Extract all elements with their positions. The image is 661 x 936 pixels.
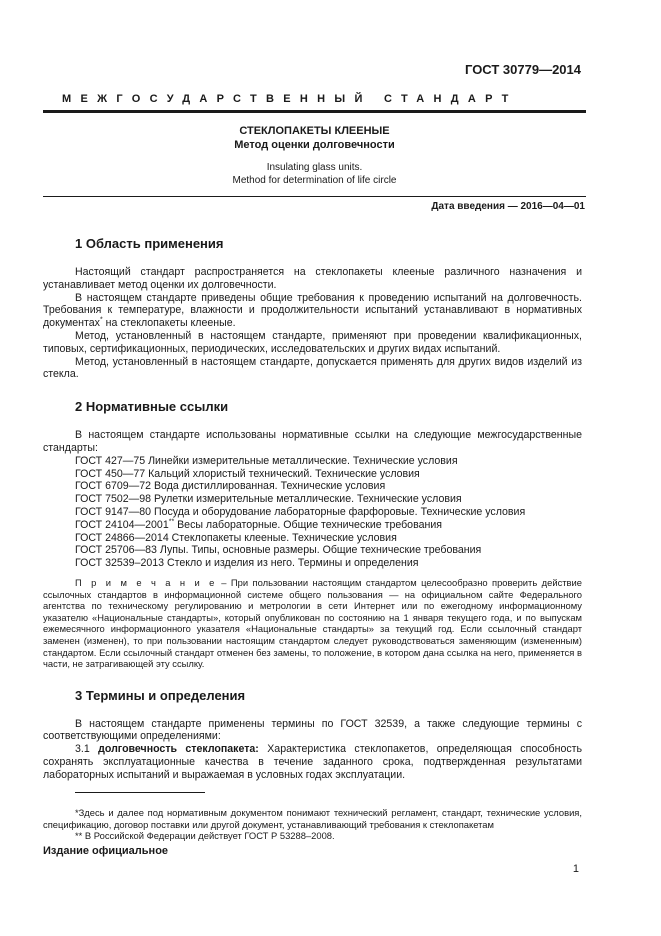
header-rule: [43, 110, 586, 113]
subtitle-russian: Метод оценки долговечности: [234, 139, 395, 151]
reference-item: ГОСТ 6709—72 Вода дистиллированная. Технические условия: [75, 480, 386, 493]
term-text: Характеристика стеклопакетов, определяющая способность сохранять эксплуатационные качества в течение заданного срока, подтвержденная результатами лабораторных испытаний и выражаемая в условных годах эксплуатации.: [43, 743, 582, 781]
section-scope: [43, 236, 582, 381]
section-normative-references: [43, 399, 582, 670]
section-terms: [43, 688, 582, 782]
footnote-mark: **: [168, 518, 175, 526]
paragraph: Метод, установленный в настоящем стандарте, допускается применять для других видов изделий из стекла.: [43, 355, 582, 381]
paragraph: В настоящем стандарте использованы нормативные ссылки на следующие межгосударственные стандарты:: [43, 429, 582, 454]
title-english-line2: Method for determination of life circle: [232, 175, 397, 186]
note-text: – При пользовании настоящим стандартом целесообразно проверить действие ссылочных стандартов в информационной системе общего пользования — на официальном сайте Федерального агентства по техническому регулированию и метрологии в сети Интернет или по ежегодному информационному указателю «Национальные стандарты», который опубликован по состоянию на 1 января текущего года, и по выпускам ежемесячного информационного указателя «Национальные стандарты» за текущий год. Если ссылочный стандарт заменен (изменен), то при пользовании настоящим стандартом следует руководствоваться заменяющим (измененным) стандартом. Если ссылочный стандарт отменен без замены, то положение, в котором дана ссылка на него, применяется в части, не затрагивающей эту ссылку.: [43, 576, 582, 670]
term-definition: [43, 743, 582, 781]
paragraph: Метод, установленный в настоящем стандарте, применяют при проведении квалификационных, типовых, сертификационных, периодических, исследовательских и других видах испытаний.: [43, 329, 582, 355]
main-content: [43, 236, 582, 782]
section-heading: 3 Термины и определения: [75, 687, 246, 703]
paragraph: В настоящем стандарте применены термины по ГОСТ 32539, а также следующие термины с соответствующими определениями:: [43, 717, 582, 743]
standard-banner: МЕЖГОСУДАРСТВЕННЫЙ СТАНДАРТ: [62, 93, 518, 105]
reference-text: Весы лабораторные. Общие технические требования: [174, 518, 442, 531]
paragraph: Настоящий стандарт распространяется на стеклопакеты клееные различного назначения и устанавливает метод оценки их долговечности.: [43, 266, 582, 291]
date-rule: [43, 196, 586, 197]
footnote: *Здесь и далее под нормативным документом понимают технический регламент, стандарт, технические условия, спецификацию, договор поставки или другой документ, устанавливающий требования к стеклопакетам: [43, 807, 582, 830]
section-heading: 2 Нормативные ссылки: [75, 399, 229, 415]
reference-item: ГОСТ 24866—2014 Стеклопакеты клееные. Технические условия: [75, 531, 397, 544]
term-name: долговечность стеклопакета:: [98, 743, 259, 756]
reference-item: ГОСТ 450—77 Кальций хлористый технический. Технические условия: [75, 467, 420, 480]
note-label: П р и м е ч а н и е: [75, 576, 217, 588]
footnotes: [43, 807, 582, 842]
title-block: [43, 124, 586, 187]
reference-item: [43, 519, 582, 532]
section-heading: 1 Область применения: [75, 236, 224, 251]
note: [43, 577, 582, 670]
introduction-date: Дата введения — 2016—04—01: [431, 201, 585, 212]
footnote: ** В Российской Федерации действует ГОСТ Р 53288–2008.: [75, 830, 335, 842]
title-russian: СТЕКЛОПАКЕТЫ КЛЕЕНЫЕ: [239, 125, 390, 137]
reference-item: ГОСТ 25706—83 Лупы. Типы, основные размеры. Общие технические требования: [75, 544, 482, 557]
reference-item: ГОСТ 9147—80 Посуда и оборудование лабораторные фарфоровые. Технические условия: [75, 505, 526, 518]
paragraph: [43, 292, 582, 330]
reference-list: [43, 455, 582, 570]
paragraph-text: В настоящем стандарте приведены общие требования к проведению испытаний на долговечность. Требования к температуре, влажности и продолжительности испытаний устанавливают в нормативных документах: [43, 291, 582, 330]
reference-text: ГОСТ 24104—2001: [75, 518, 169, 531]
official-edition-label: Издание официальное: [43, 845, 169, 857]
footnote-mark: *: [99, 316, 103, 324]
footnote-rule: [75, 792, 205, 793]
reference-item: ГОСТ 427—75 Линейки измерительные металлические. Технические условия: [75, 454, 458, 467]
paragraph-text: на стеклопакеты клееные.: [102, 317, 236, 330]
title-english: [43, 161, 586, 187]
reference-item: ГОСТ 7502—98 Рулетки измерительные металлические. Технические условия: [75, 493, 462, 506]
title-english-line1: Insulating glass units.: [266, 162, 363, 173]
page-number: 1: [572, 863, 579, 875]
reference-item: ГОСТ 32539–2013 Стекло и изделия из него. Термины и определения: [75, 557, 419, 570]
document-code: ГОСТ 30779—2014: [465, 62, 581, 77]
term-number: 3.1: [75, 743, 99, 756]
